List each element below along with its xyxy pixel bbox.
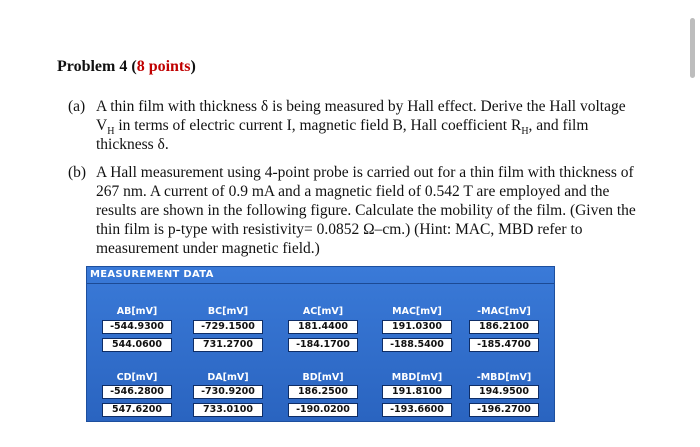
hall-voltage-subscript: H: [107, 126, 115, 138]
value-bd-1: 186.2500: [288, 385, 358, 399]
part-a-line-2-text: in terms of electric current I, magnetic field B, Hall coefficient R: [114, 117, 522, 134]
header-neg-mbd: -MBD[mV]: [476, 372, 532, 383]
header-neg-mac: -MAC[mV]: [477, 306, 531, 317]
part-a-line-2: [96, 116, 589, 138]
problem-title-close: ): [190, 58, 196, 75]
part-b-line-4: thin film is p-type with resistivity= 0.0852 Ω–cm.) (Hint: MAC, MBD refer to: [96, 221, 583, 238]
part-a-line-2-end: , and film: [528, 117, 589, 134]
part-b-line-1: A Hall measurement using 4-point probe is carried out for a thin film with thickness of: [96, 164, 634, 181]
header-da: DA[mV]: [207, 372, 249, 383]
part-b-marker: (b): [68, 164, 87, 181]
value-neg-mac-2: -185.4700: [469, 338, 539, 352]
problem-title: Problem 4 (: [57, 58, 137, 75]
hall-coefficient-subscript: H: [521, 126, 529, 138]
value-ab-2: 544.0600: [102, 338, 172, 352]
part-a-line-3: thickness δ.: [96, 136, 169, 153]
scrollbar-thumb[interactable]: [690, 18, 695, 78]
measurement-data-title: MEASUREMENT DATA: [90, 269, 214, 280]
value-neg-mbd-2: -196.2700: [469, 403, 539, 417]
value-bc-1: -729.1500: [193, 320, 263, 334]
header-mbd: MBD[mV]: [391, 372, 443, 383]
header-bd: BD[mV]: [302, 372, 344, 383]
value-cd-2: 547.6200: [102, 403, 172, 417]
header-cd: CD[mV]: [116, 372, 158, 383]
value-ac-1: 181.4400: [288, 320, 358, 334]
part-b: [68, 163, 678, 263]
part-b-line-2: 267 nm. A current of 0.9 mA and a magnetic field of 0.542 T are employed and the: [96, 183, 610, 200]
points-label: 8 points: [136, 58, 191, 75]
part-a: [68, 97, 668, 157]
value-da-2: 733.0100: [193, 403, 263, 417]
value-cd-1: -546.2800: [102, 385, 172, 399]
value-da-1: -730.9200: [193, 385, 263, 399]
value-bd-2: -190.0200: [288, 403, 358, 417]
value-mbd-2: -193.6600: [382, 403, 452, 417]
value-mac-2: -188.5400: [382, 338, 452, 352]
value-neg-mbd-1: 194.9500: [469, 385, 539, 399]
header-bc: BC[mV]: [207, 306, 249, 317]
value-ab-1: -544.9300: [102, 320, 172, 334]
value-mbd-1: 191.8100: [382, 385, 452, 399]
value-bc-2: 731.2700: [193, 338, 263, 352]
panel-divider: [87, 283, 554, 284]
value-neg-mac-1: 186.2100: [469, 320, 539, 334]
problem-heading: [57, 58, 196, 76]
header-ac: AC[mV]: [302, 306, 344, 317]
part-b-line-5: measurement under magnetic field.): [96, 240, 320, 257]
header-mac: MAC[mV]: [392, 306, 442, 317]
value-mac-1: 191.0300: [382, 320, 452, 334]
part-a-line-1: A thin film with thickness δ is being measured by Hall effect. Derive the Hall voltage: [96, 98, 626, 115]
value-ac-2: -184.1700: [288, 338, 358, 352]
header-ab: AB[mV]: [116, 306, 158, 317]
part-b-line-3: results are shown in the following figure. Calculate the mobility of the film. (Given the: [96, 202, 636, 219]
measurement-data-panel: [86, 266, 555, 422]
hall-voltage-symbol: V: [96, 117, 108, 134]
part-a-marker: (a): [68, 98, 86, 115]
